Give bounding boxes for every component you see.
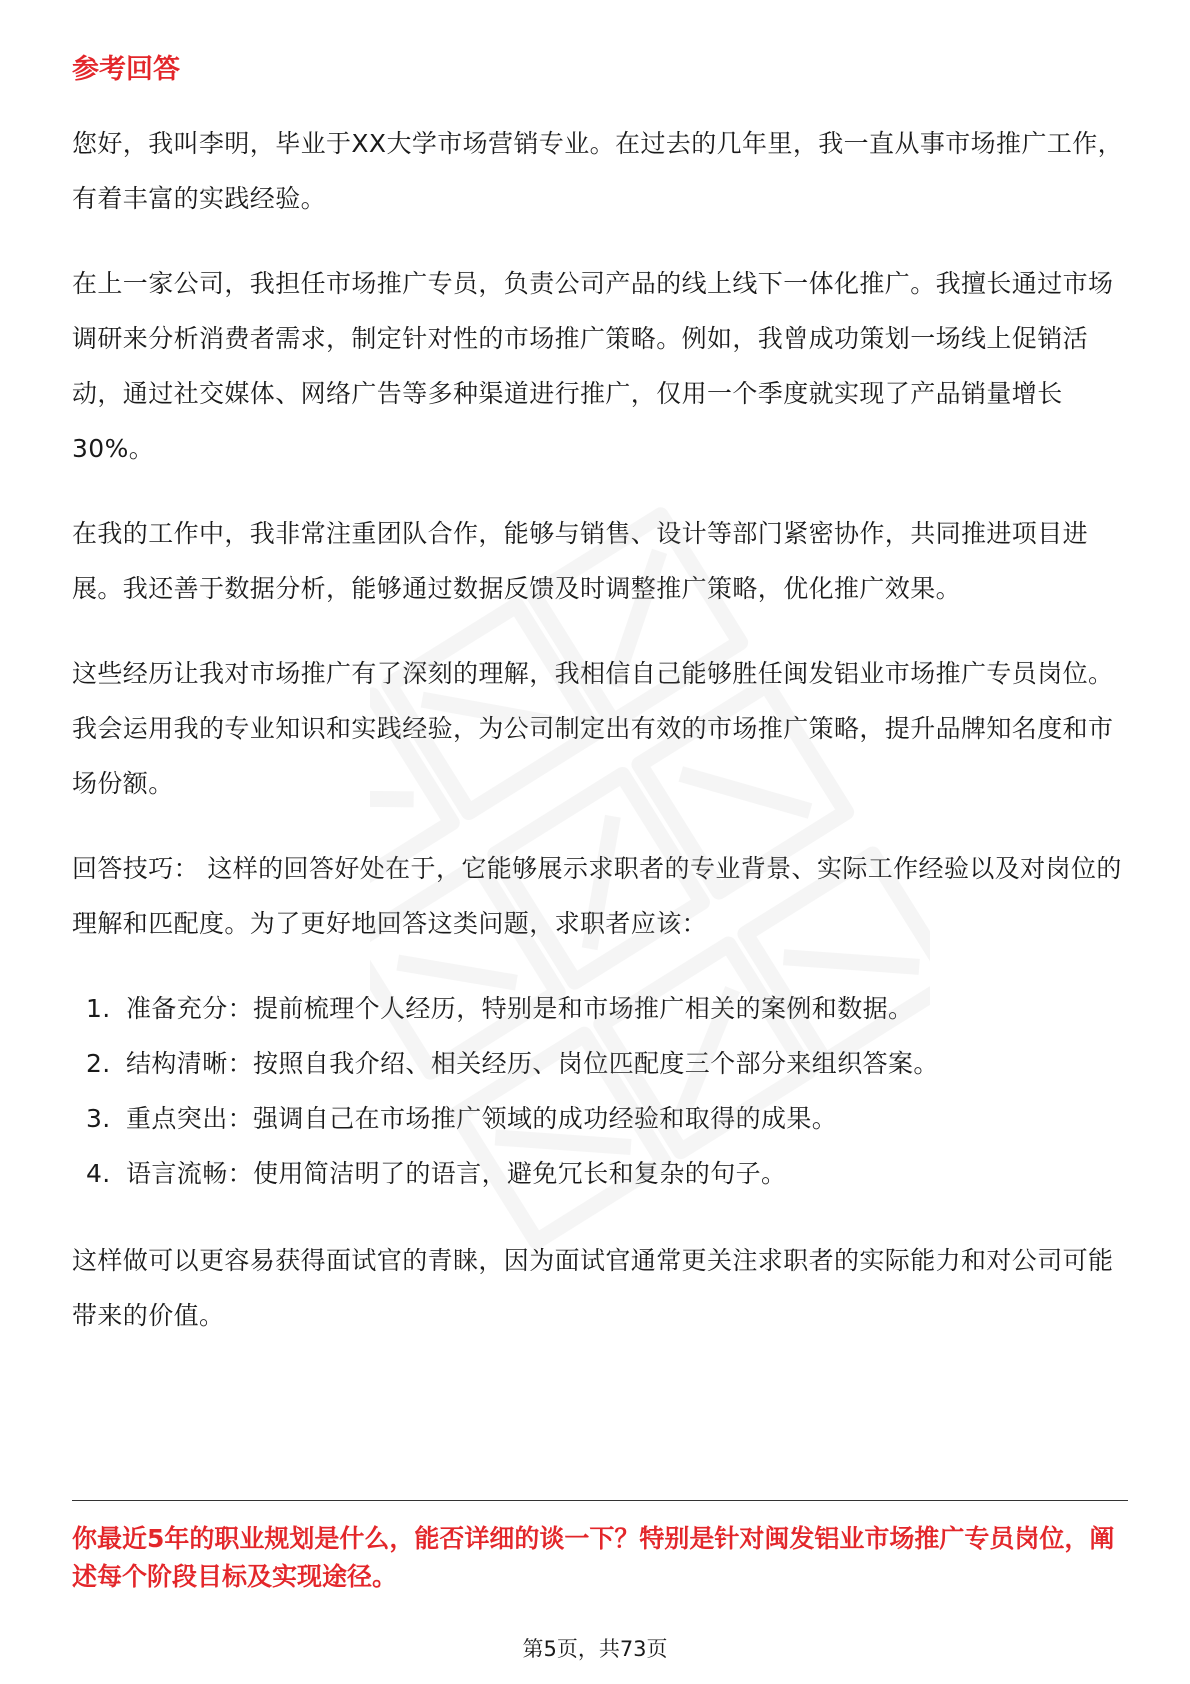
list-item <box>72 1036 1128 1091</box>
next-question-title: 你最近5年的职业规划是什么，能否详细的谈一下？特别是针对闽发铝业市场推广专员岗位，阐述每个阶段目标及实现途径。 <box>72 1524 1115 1591</box>
paragraph-experience: 在上一家公司，我担任市场推广专员，负责公司产品的线上线下一体化推广。我擅长通过市场调研来分析消费者需求，制定针对性的市场推广策略。例如，我曾成功策划一场线上促销活动，通过社交媒体、网络广告等多种渠道进行推广，仅用一个季度就实现了产品销量增长30%。 <box>72 269 1114 463</box>
paragraph-tips-intro: 回答技巧： 这样的回答好处在于，它能够展示求职者的专业背景、实际工作经验以及对岗位的理解和匹配度。为了更好地回答这类问题，求职者应该： <box>72 854 1122 938</box>
list-item-text: 重点突出：强调自己在市场推广领域的成功经验和取得的成果。 <box>126 1104 838 1133</box>
paragraph-summary: 这些经历让我对市场推广有了深刻的理解，我相信自己能够胜任闽发铝业市场推广专员岗位。我会运用我的专业知识和实践经验，为公司制定出有效的市场推广策略，提升品牌知名度和市场份额。 <box>72 659 1114 798</box>
page-content <box>72 50 1128 1373</box>
list-item-text: 结构清晰：按照自我介绍、相关经历、岗位匹配度三个部分来组织答案。 <box>126 1049 939 1078</box>
list-item-text: 准备充分：提前梳理个人经历，特别是和市场推广相关的案例和数据。 <box>126 994 914 1023</box>
tips-list <box>72 981 1128 1201</box>
section-title: 参考回答 <box>72 54 180 85</box>
page-number-footer: 第5页，共73页 <box>522 1637 668 1661</box>
list-item <box>72 1091 1128 1146</box>
list-item-number: 4. <box>86 1159 111 1188</box>
paragraph-closing: 这样做可以更容易获得面试官的青睐，因为面试官通常更关注求职者的实际能力和对公司可能带来的价值。 <box>72 1246 1114 1330</box>
section-divider <box>72 1500 1128 1501</box>
paragraph-intro: 您好，我叫李明，毕业于XX大学市场营销专业。在过去的几年里，我一直从事市场推广工作，有着丰富的实践经验。 <box>72 129 1124 213</box>
list-item <box>72 981 1128 1036</box>
paragraph-teamwork: 在我的工作中，我非常注重团队合作，能够与销售、设计等部门紧密协作，共同推进项目进展。我还善于数据分析，能够通过数据反馈及时调整推广策略，优化推广效果。 <box>72 519 1089 603</box>
list-item-number: 1. <box>86 994 111 1023</box>
list-item <box>72 1146 1128 1201</box>
list-item-number: 2. <box>86 1049 111 1078</box>
list-item-number: 3. <box>86 1104 111 1133</box>
list-item-text: 语言流畅：使用简洁明了的语言，避免冗长和复杂的句子。 <box>126 1159 787 1188</box>
